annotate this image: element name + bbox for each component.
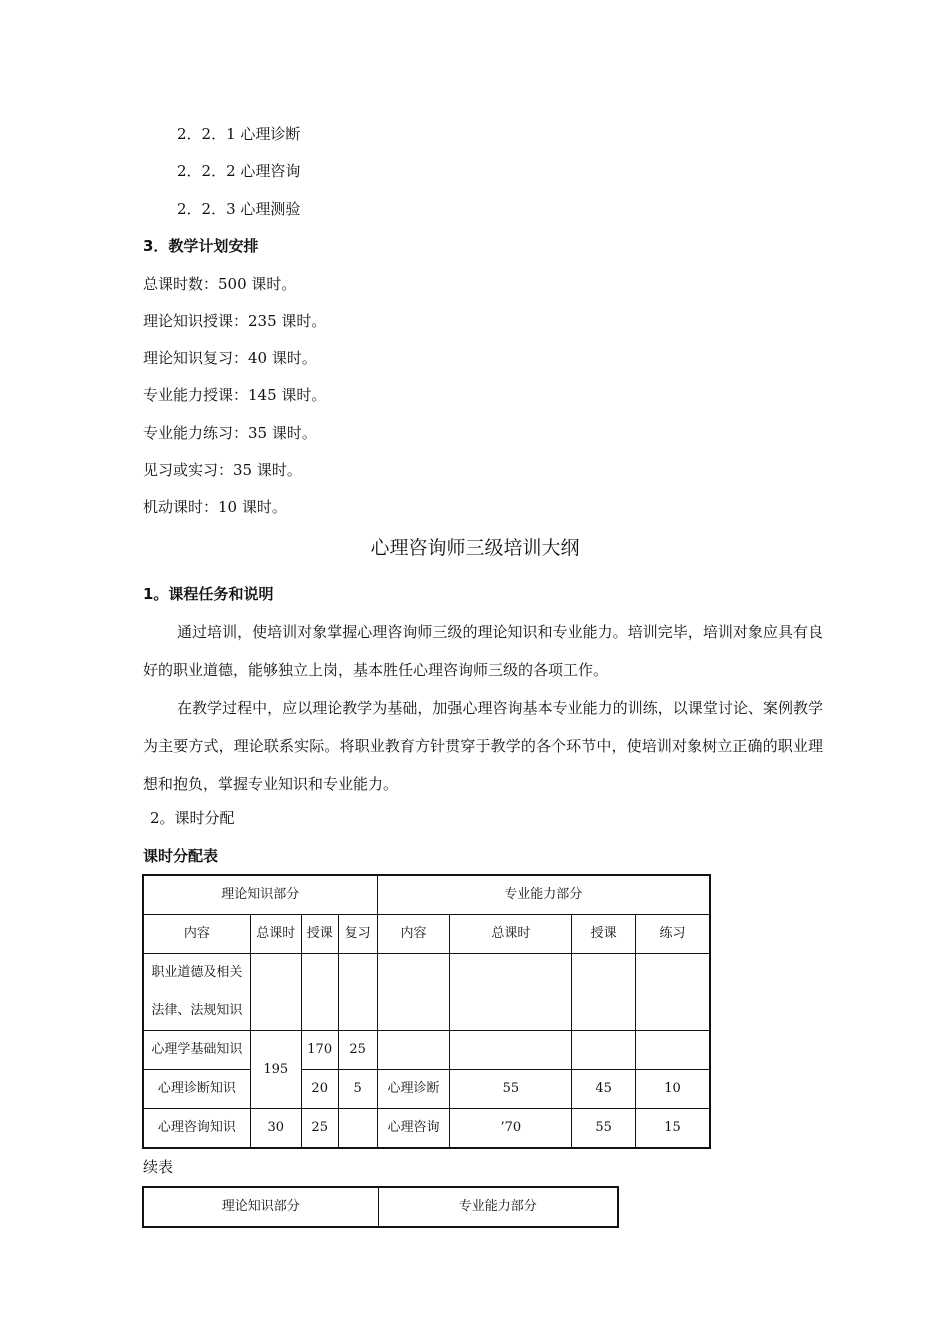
table-cell — [338, 1109, 377, 1148]
table-cell: 170 — [301, 1031, 338, 1070]
table-cell-content: 心理咨询知识 — [144, 1109, 251, 1148]
table-row — [144, 1031, 710, 1070]
column-header: 授课 — [301, 915, 338, 954]
table-cell: 心理咨询 — [377, 1109, 450, 1148]
group-theory-header: 理论知识部分 — [144, 1188, 379, 1227]
table-cell — [450, 954, 572, 1031]
column-header: 总课时 — [250, 915, 301, 954]
table-cell: 55 — [572, 1109, 636, 1148]
table-cell: 55 — [450, 1070, 572, 1109]
table-cell-content: 心理诊断知识 — [144, 1070, 251, 1109]
table-cell: 30 — [250, 1109, 301, 1148]
plan-skill-lecture: 专业能力授课：145 课时。 — [143, 386, 327, 404]
column-header: 总课时 — [450, 915, 572, 954]
table-cell: 25 — [301, 1109, 338, 1148]
table-cell-content: 心理学基础知识 — [144, 1031, 251, 1070]
column-header: 内容 — [144, 915, 251, 954]
column-header: 复习 — [338, 915, 377, 954]
table-cell: 15 — [636, 1109, 710, 1148]
table-row — [144, 1070, 710, 1109]
table-cell — [636, 1031, 710, 1070]
table-cell — [338, 954, 377, 1031]
table-cell: 10 — [636, 1070, 710, 1109]
subsection-2-2-2: 2．2．2 心理咨询 — [177, 162, 301, 180]
hour-allocation-table — [143, 875, 710, 1148]
table-cell: 45 — [572, 1070, 636, 1109]
table-cell — [636, 954, 710, 1031]
plan-theory-review: 理论知识复习：40 课时。 — [143, 349, 317, 367]
group-skill-header: 专业能力部分 — [377, 876, 709, 915]
heading-course-task: 1。课程任务和说明 — [143, 585, 274, 603]
table-row — [144, 1109, 710, 1148]
continued-table — [143, 1187, 618, 1227]
table-group-header-row — [144, 1188, 618, 1227]
cell-line: 法律、法规知识 — [151, 1003, 243, 1018]
table-cell — [450, 1031, 572, 1070]
table-cell — [377, 954, 450, 1031]
table-cell: 25 — [338, 1031, 377, 1070]
paragraph-course-goal: 通过培训，使培训对象掌握心理咨询师三级的理论知识和专业能力。培训完毕，培训对象应具有良好的职业道德，能够独立上岗，基本胜任心理咨询师三级的各项工作。 — [143, 623, 823, 679]
table-row — [144, 954, 710, 1031]
table-cell — [572, 1031, 636, 1070]
paragraph-teaching-process: 在教学过程中，应以理论教学为基础，加强心理咨询基本专业能力的训练，以课堂讨论、案例教学为主要方式，理论联系实际。将职业教育方针贯穿于教学的各个环节中，使培训对象树立正确的职业理想和抱负，掌握专业知识和专业能力。 — [143, 699, 823, 793]
subsection-2-2-1: 2．2．1 心理诊断 — [177, 125, 301, 143]
table-title: 课时分配表 — [143, 847, 219, 865]
table-cell: 心理诊断 — [377, 1070, 450, 1109]
group-skill-header: 专业能力部分 — [378, 1188, 618, 1227]
page-title: 心理咨询师三级培训大纲 — [370, 537, 580, 559]
column-header: 练习 — [636, 915, 710, 954]
table-cell — [301, 954, 338, 1031]
table-cell: ’70 — [450, 1109, 572, 1148]
table-cell: 5 — [338, 1070, 377, 1109]
table-cell-merged-total: 195 — [250, 1031, 301, 1109]
plan-flexible: 机动课时：10 课时。 — [143, 498, 287, 516]
table-continued-label: 续表 — [143, 1158, 174, 1176]
heading-teaching-plan: 3．教学计划安排 — [143, 237, 259, 255]
table-cell — [377, 1031, 450, 1070]
table-cell: 20 — [301, 1070, 338, 1109]
table-cell-content — [144, 954, 251, 1031]
cell-line: 职业道德及相关 — [151, 965, 243, 980]
plan-skill-practice: 专业能力练习：35 课时。 — [143, 424, 317, 442]
plan-total-hours: 总课时数：500 课时。 — [143, 275, 297, 293]
plan-internship: 见习或实习：35 课时。 — [143, 461, 302, 479]
column-header: 授课 — [572, 915, 636, 954]
table-cell — [572, 954, 636, 1031]
plan-theory-lecture: 理论知识授课：235 课时。 — [143, 312, 327, 330]
column-header: 内容 — [377, 915, 450, 954]
heading-hour-allocation: 2。课时分配 — [150, 809, 235, 827]
table-column-header-row — [144, 915, 710, 954]
subsection-2-2-3: 2．2．3 心理测验 — [177, 200, 301, 218]
table-cell — [250, 954, 301, 1031]
group-theory-header: 理论知识部分 — [144, 876, 378, 915]
table-group-header-row — [144, 876, 710, 915]
